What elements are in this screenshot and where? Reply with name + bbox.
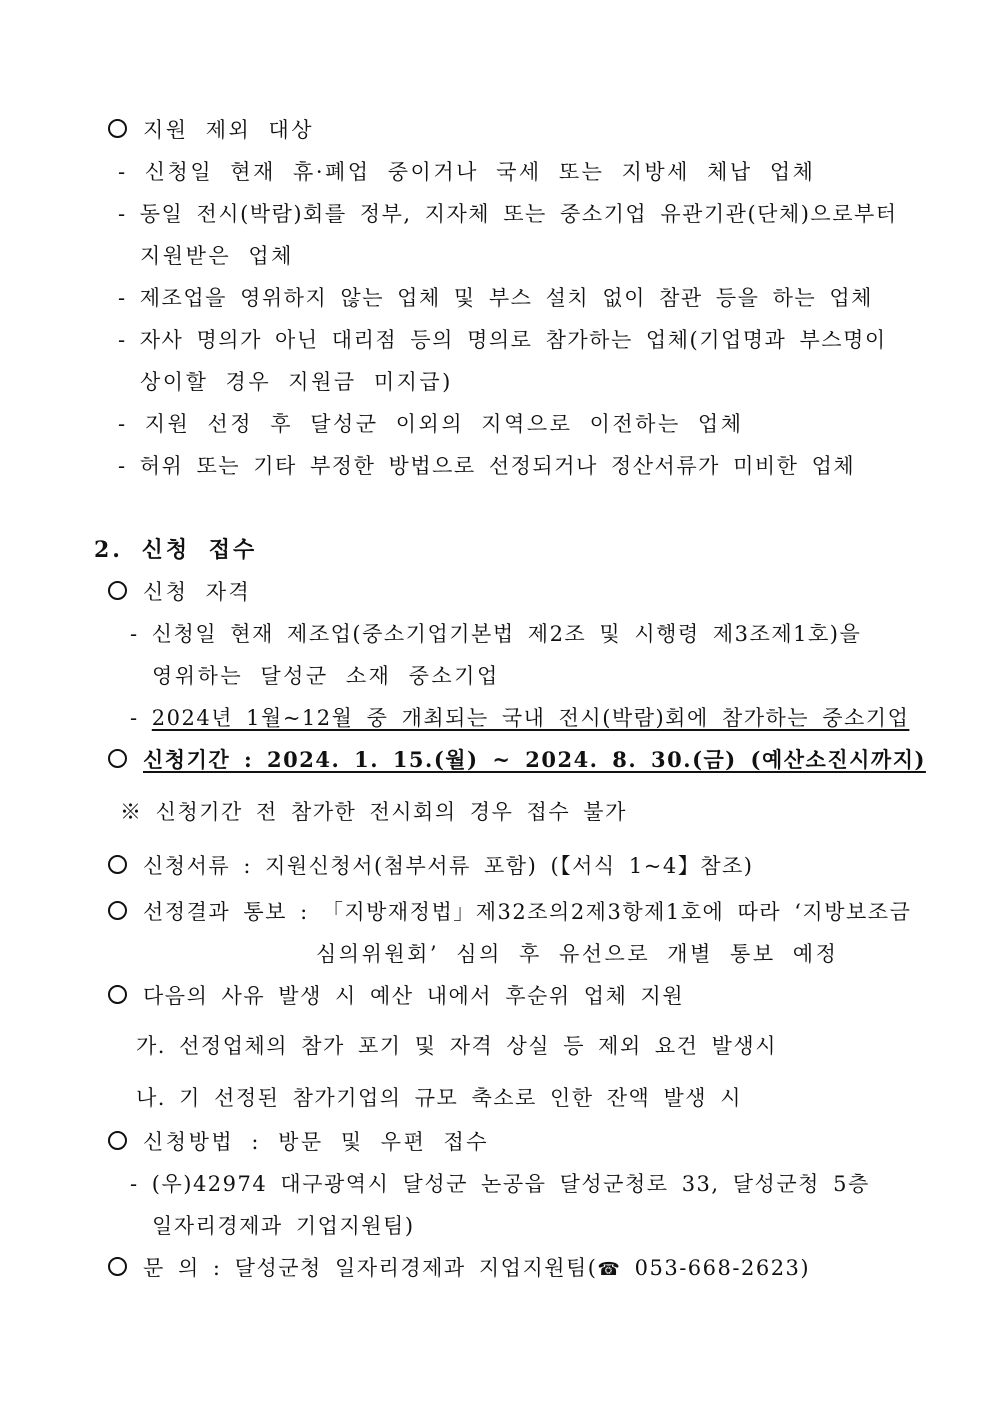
result-notice-cont: 심의위원회’ 심의 후 유선으로 개별 통보 예정	[316, 942, 839, 966]
qualification-item: - 신청일 현재 제조업(중소기업기본법 제2조 및 시행령 제3조제1호)을	[130, 622, 862, 646]
qualification-heading: 신청 자격	[108, 578, 251, 606]
exclusion-item: - 신청일 현재 휴·폐업 중이거나 국세 또는 지방세 체납 업체	[118, 160, 816, 184]
result-notice: 선정결과 통보 : 「지방재정법」제32조의2제3항제1호에 따라 ‘지방보조금	[108, 898, 911, 926]
circle-bullet-icon	[108, 985, 127, 1004]
address-line-cont: 일자리경제과 기업지원팀)	[152, 1214, 415, 1238]
qualification-item-cont: 영위하는 달성군 소재 중소기업	[152, 664, 500, 688]
exclusion-item-cont: 상이할 경우 지원금 미지급)	[140, 370, 453, 394]
circle-bullet-icon	[108, 749, 127, 768]
application-docs: 신청서류 : 지원신청서(첨부서류 포함) (【서식 1~4】참조)	[108, 852, 753, 880]
circle-bullet-icon	[108, 1131, 127, 1150]
exclusion-item-cont: 지원받은 업체	[140, 244, 294, 268]
exclusion-item: - 동일 전시(박람)회를 정부, 지자체 또는 중소기업 유관기관(단체)으로부터	[118, 202, 898, 226]
inquiry: 문 의 : 달성군청 일자리경제과 지업지원팀(☎ 053-668-2623)	[108, 1254, 810, 1284]
exclusion-heading: 지원 제외 대상	[108, 116, 314, 144]
period-note: ※ 신청기간 전 참가한 전시회의 경우 접수 불가	[120, 800, 627, 824]
circle-bullet-icon	[108, 901, 127, 920]
backup-item-b: 나. 기 선정된 참가기업의 규모 축소로 인한 잔액 발생 시	[136, 1086, 743, 1110]
exclusion-item: - 자사 명의가 아닌 대리점 등의 명의로 참가하는 업체(기업명과 부스명이	[118, 328, 887, 352]
application-method: 신청방법 : 방문 및 우편 접수	[108, 1128, 489, 1156]
application-period: 신청기간 : 2024. 1. 15.(월) ~ 2024. 8. 30.(금) (예산소진시까지)	[108, 746, 926, 774]
exclusion-item: - 제조업을 영위하지 않는 업체 및 부스 설치 없이 참관 등을 하는 업체	[118, 286, 873, 310]
section-title: 2. 신청 접수	[94, 537, 258, 563]
circle-bullet-icon	[108, 855, 127, 874]
telephone-icon: ☎	[597, 1259, 622, 1280]
backup-item-a: 가. 선정업체의 참가 포기 및 자격 상실 등 제외 요건 발생시	[136, 1034, 778, 1058]
address-line: - (우)42974 대구광역시 달성군 논공읍 달성군청로 33, 달성군청 5층	[130, 1172, 870, 1196]
backup-support: 다음의 사유 발생 시 예산 내에서 후순위 업체 지원	[108, 982, 684, 1010]
qualification-item: - 2024년 1월~12월 중 개최되는 국내 전시(박람)회에 참가하는 중소기업	[130, 706, 910, 730]
exclusion-item: - 지원 선정 후 달성군 이외의 지역으로 이전하는 업체	[118, 412, 744, 436]
circle-bullet-icon	[108, 119, 127, 138]
circle-bullet-icon	[108, 1257, 127, 1276]
circle-bullet-icon	[108, 581, 127, 600]
exclusion-item: - 허위 또는 기타 부정한 방법으로 선정되거나 정산서류가 미비한 업체	[118, 454, 856, 478]
